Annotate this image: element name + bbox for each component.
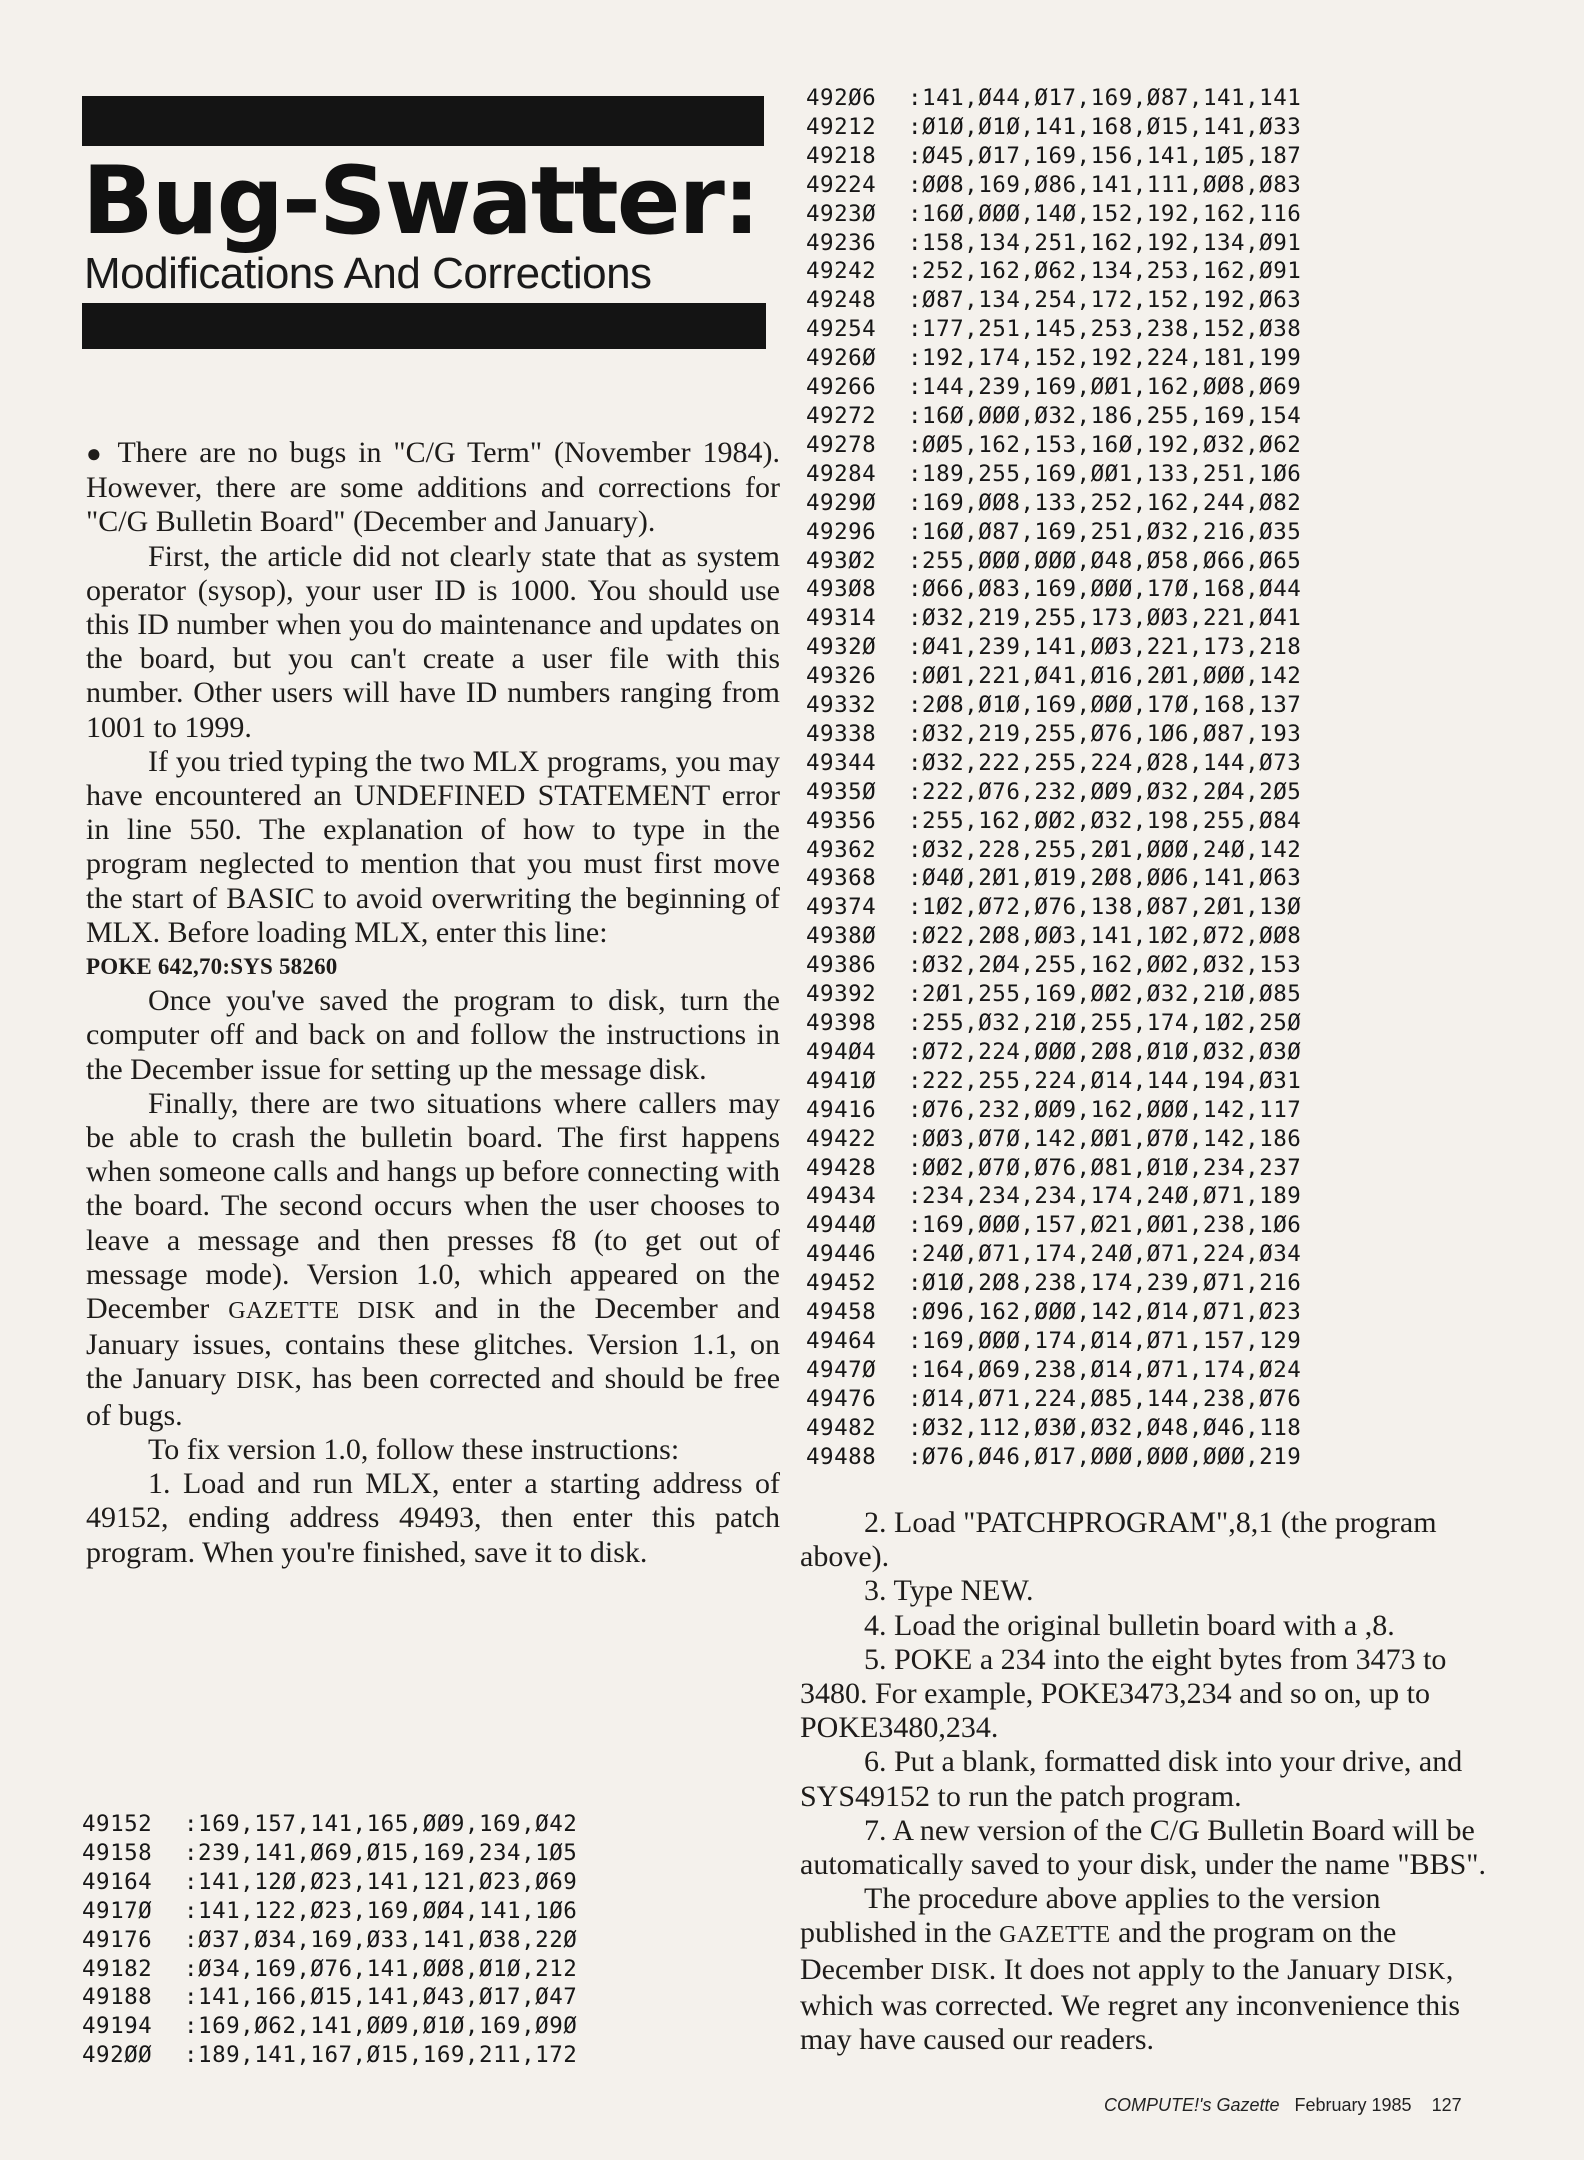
listing-bytes: :Ø32,219,255,173,ØØ3,221,Ø41 — [908, 605, 1302, 632]
listing-bytes: :Ø96,162,ØØØ,142,Ø14,Ø71,Ø23 — [908, 1299, 1302, 1326]
listing-address: 49248 — [806, 287, 877, 314]
listing-address: 49326 — [806, 663, 877, 690]
sysop-paragraph: First, the article did not clearly state that as system operator (sysop), your user ID is 1000. You should use this ID number when you do maintenance and updates on the board, but you can't create a user file with this number. Other users will have ID numbers ranging from 1001 to 1999. — [86, 539, 780, 744]
listing-bytes: :255,ØØØ,ØØØ,Ø48,Ø58,Ø66,Ø65 — [908, 547, 1302, 574]
listing-line — [806, 518, 1301, 547]
step-7: 7. A new version of the C/G Bulletin Board will be automatically saved to your disk, under the name "BBS". — [800, 1813, 1487, 1882]
listing-address: 49344 — [806, 749, 877, 776]
listing-address: 493Ø8 — [806, 576, 877, 603]
listing-bytes: :141,122,Ø23,169,ØØ4,141,1Ø6 — [184, 1897, 578, 1924]
listing-line — [806, 1038, 1301, 1067]
listing-right — [806, 84, 1301, 1472]
listing-line — [806, 1240, 1301, 1269]
listing-address: 49464 — [806, 1327, 877, 1354]
listing-address: 49368 — [806, 865, 877, 892]
fix-paragraph: To fix version 1.0, follow these instructions: — [148, 1432, 680, 1466]
mlx-paragraph: If you tried typing the two MLX programs, you may have encountered an UNDEFINED STATEMENT error in line 550. The explanation of how to type in the program neglected to mention that you must first move the start of BASIC to avoid overwriting the beginning of MLX. Before loading MLX, enter this line: — [86, 744, 780, 949]
listing-address: 494Ø4 — [806, 1038, 877, 1065]
footer-page-number: 127 — [1431, 2095, 1462, 2115]
listing-address: 4941Ø — [806, 1067, 877, 1094]
listing-address: 49452 — [806, 1270, 877, 1297]
listing-line — [806, 575, 1301, 604]
listing-bytes: :Ø37,Ø34,169,Ø33,141,Ø38,22Ø — [184, 1926, 578, 1953]
listing-line — [806, 1414, 1301, 1443]
listing-address: 49332 — [806, 692, 877, 719]
listing-address: 49488 — [806, 1443, 877, 1470]
listing-bytes: :ØØ3,Ø7Ø,142,ØØ1,Ø7Ø,142,186 — [908, 1125, 1302, 1152]
listing-address: 49362 — [806, 836, 877, 863]
listing-address: 49182 — [82, 1955, 153, 1982]
listing-address: 4923Ø — [806, 200, 877, 227]
listing-bytes: :255,162,ØØ2,Ø32,198,255,Ø84 — [908, 807, 1302, 834]
listing-bytes: :141,12Ø,Ø23,141,121,Ø23,Ø69 — [184, 1868, 578, 1895]
listing-line — [82, 1839, 577, 1868]
listing-bytes: :ØØ1,221,Ø41,Ø16,2Ø1,ØØØ,142 — [908, 663, 1302, 690]
listing-bytes: :Ø14,Ø71,224,Ø85,144,238,Ø76 — [908, 1385, 1302, 1412]
listing-bytes: :Ø32,112,Ø3Ø,Ø32,Ø48,Ø46,118 — [908, 1414, 1302, 1441]
intro-paragraph: ● There are no bugs in "C/G Term" (November 1984). However, there are some additions and corrections for "C/G Bulletin Board" (December and January). — [86, 436, 780, 539]
listing-bytes: :158,134,251,162,192,134,Ø91 — [908, 229, 1302, 256]
listing-line — [806, 604, 1301, 633]
listing-address: 49188 — [82, 1984, 153, 2011]
listing-bytes: :Ø32,228,255,2Ø1,ØØØ,24Ø,142 — [908, 836, 1302, 863]
listing-line — [806, 662, 1301, 691]
listing-line — [806, 171, 1301, 200]
listing-line — [806, 547, 1301, 576]
listing-line — [806, 344, 1301, 373]
listing-line — [82, 1868, 577, 1897]
listing-line — [806, 893, 1301, 922]
listing-line — [806, 229, 1301, 258]
listing-bytes: :164,Ø69,238,Ø14,Ø71,174,Ø24 — [908, 1356, 1302, 1383]
listing-line — [806, 691, 1301, 720]
listing-bytes: :234,234,234,174,24Ø,Ø71,189 — [908, 1183, 1302, 1210]
listing-line — [806, 1298, 1301, 1327]
listing-line — [806, 778, 1301, 807]
listing-address: 49338 — [806, 720, 877, 747]
listing-bytes: :169,157,141,165,ØØ9,169,Ø42 — [184, 1811, 578, 1837]
listing-bytes: :239,141,Ø69,Ø15,169,234,1Ø5 — [184, 1839, 578, 1866]
listing-bytes: :ØØ5,162,153,16Ø,192,Ø32,Ø62 — [908, 431, 1302, 458]
listing-line — [806, 864, 1301, 893]
listing-bytes: :144,239,169,ØØ1,162,ØØ8,Ø69 — [908, 374, 1302, 401]
poke-command: POKE 642,70:SYS 58260 — [86, 954, 338, 980]
listing-line — [82, 1983, 577, 2012]
listing-bytes: :16Ø,Ø87,169,251,Ø32,216,Ø35 — [908, 518, 1302, 545]
listing-address: 49242 — [806, 258, 877, 285]
listing-bytes: :255,Ø32,21Ø,255,174,1Ø2,25Ø — [908, 1010, 1302, 1036]
title-rule-bottom — [82, 303, 766, 349]
listing-bytes: :222,Ø76,232,ØØ9,Ø32,2Ø4,2Ø5 — [908, 778, 1302, 805]
listing-address: 4938Ø — [806, 923, 877, 950]
listing-line — [806, 1096, 1301, 1125]
listing-bytes: :222,255,224,Ø14,144,194,Ø31 — [908, 1067, 1302, 1094]
listing-address: 49458 — [806, 1299, 877, 1326]
listing-bytes: :Ø4Ø,2Ø1,Ø19,2Ø8,ØØ6,141,Ø63 — [908, 865, 1302, 892]
page-footer — [1104, 2095, 1462, 2116]
listing-bytes: :169,ØØØ,157,Ø21,ØØ1,238,1Ø6 — [908, 1212, 1302, 1239]
listing-bytes: :141,166,Ø15,141,Ø43,Ø17,Ø47 — [184, 1984, 578, 2011]
listing-line — [82, 2012, 577, 2041]
listing-line — [82, 1926, 577, 1955]
listing-line — [82, 1955, 577, 1984]
listing-bytes: :Ø76,232,ØØ9,162,ØØØ,142,117 — [908, 1096, 1302, 1123]
listing-line — [806, 1125, 1301, 1154]
listing-line — [806, 1009, 1301, 1038]
listing-bytes: :Ø45,Ø17,169,156,141,1Ø5,187 — [908, 142, 1302, 169]
listing-bytes: :Ø87,134,254,172,152,192,Ø63 — [908, 287, 1302, 314]
step-3: 3. Type NEW. — [864, 1574, 1034, 1608]
step-6: 6. Put a blank, formatted disk into your drive, and SYS49152 to run the patch program. — [800, 1745, 1463, 1813]
listing-bytes: :ØØ2,Ø7Ø,Ø76,Ø81,Ø1Ø,234,237 — [908, 1154, 1302, 1181]
title-rule-top — [82, 96, 764, 146]
listing-address: 49416 — [806, 1096, 877, 1123]
listing-bytes: :Ø76,Ø46,Ø17,ØØØ,ØØØ,ØØØ,219 — [908, 1443, 1302, 1470]
listing-bytes: :Ø1Ø,2Ø8,238,174,239,Ø71,216 — [908, 1270, 1302, 1297]
step-4: 4. Load the original bulletin board with a ,8. — [864, 1608, 1395, 1642]
listing-bytes: :Ø41,239,141,ØØ3,221,173,218 — [908, 634, 1302, 661]
listing-bytes: :169,ØØ8,133,252,162,244,Ø82 — [908, 489, 1302, 516]
listing-address: 49356 — [806, 807, 877, 834]
listing-bytes: :24Ø,Ø71,174,24Ø,Ø71,224,Ø34 — [908, 1241, 1302, 1268]
listing-bytes: :Ø32,219,255,Ø76,1Ø6,Ø87,193 — [908, 720, 1302, 747]
closing-paragraph: The procedure above applies to the version published in the GAZETTE and the program on the December DISK. It does not apply to the January DISK, which was corrected. We regret any inconvenience this may have caused our readers. — [800, 1882, 1461, 2057]
listing-line — [806, 1327, 1301, 1356]
listing-address: 4947Ø — [806, 1356, 877, 1383]
listing-bytes: :189,255,169,ØØ1,133,251,1Ø6 — [908, 460, 1302, 487]
listing-bytes: :169,Ø62,141,ØØ9,Ø1Ø,169,Ø9Ø — [184, 2013, 578, 2040]
listing-bytes: :Ø1Ø,Ø1Ø,141,168,Ø15,141,Ø33 — [908, 113, 1302, 140]
listing-line — [806, 286, 1301, 315]
listing-line — [806, 1385, 1301, 1414]
listing-line — [806, 373, 1301, 402]
listing-line — [806, 402, 1301, 431]
listing-address: 49224 — [806, 171, 877, 198]
listing-address: 492Ø6 — [806, 85, 877, 111]
listing-line — [806, 749, 1301, 778]
listing-left — [82, 1810, 577, 2070]
listing-address: 4935Ø — [806, 778, 877, 805]
listing-address: 4944Ø — [806, 1212, 877, 1239]
right-column-text — [800, 1506, 1490, 2057]
listing-address: 49164 — [82, 1868, 153, 1895]
listing-bytes: :16Ø,ØØØ,14Ø,152,192,162,116 — [908, 200, 1302, 227]
listing-bytes: :Ø66,Ø83,169,ØØØ,17Ø,168,Ø44 — [908, 576, 1302, 603]
listing-address: 49266 — [806, 374, 877, 401]
listing-line — [806, 836, 1301, 865]
article-title: Bug-Swatter: — [82, 147, 759, 256]
listing-line — [806, 1154, 1301, 1183]
listing-bytes: :1Ø2,Ø72,Ø76,138,Ø87,2Ø1,13Ø — [908, 894, 1302, 921]
listing-bytes: :Ø32,2Ø4,255,162,ØØ2,Ø32,153 — [908, 952, 1302, 979]
listing-line — [806, 460, 1301, 489]
listing-bytes: :192,174,152,192,224,181,199 — [908, 345, 1302, 372]
listing-address: 49254 — [806, 316, 877, 343]
listing-address: 4917Ø — [82, 1897, 153, 1924]
crash-paragraph: Finally, there are two situations where callers may be able to crash the bulletin board. The first happens when someone calls and hangs up before connecting with the board. The second occurs when the user chooses to leave a message and then presses f8 (to get out of message mode). Version 1.0, which appeared on the December GAZETTE DISK and in the December and January issues, contains these glitches. Version 1.1, on the January DISK, has been corrected and should be free of bugs. — [86, 1086, 781, 1432]
listing-line — [806, 1182, 1301, 1211]
listing-address: 49314 — [806, 605, 877, 632]
listing-address: 49194 — [82, 2013, 153, 2040]
listing-bytes: :2Ø8,Ø1Ø,169,ØØØ,17Ø,168,137 — [908, 692, 1302, 719]
listing-bytes: :ØØ8,169,Ø86,141,111,ØØ8,Ø83 — [908, 171, 1302, 198]
listing-bytes: :Ø32,222,255,224,Ø28,144,Ø73 — [908, 749, 1302, 776]
listing-address: 4932Ø — [806, 634, 877, 661]
article-subtitle: Modifications And Corrections — [84, 249, 652, 298]
listing-line — [806, 113, 1301, 142]
left-column-text — [86, 436, 780, 1570]
listing-line — [806, 1443, 1301, 1472]
saved-paragraph: Once you've saved the program to disk, turn the computer off and back on and follow the instructions in the December issue for setting up the message disk. — [86, 984, 780, 1086]
listing-line — [806, 142, 1301, 171]
listing-line — [806, 200, 1301, 229]
listing-address: 49272 — [806, 402, 877, 429]
listing-address: 49158 — [82, 1839, 153, 1866]
listing-bytes: :169,ØØØ,174,Ø14,Ø71,157,129 — [908, 1327, 1302, 1354]
listing-bytes: :177,251,145,253,238,152,Ø38 — [908, 316, 1302, 343]
listing-bytes: :Ø22,2Ø8,ØØ3,141,1Ø2,Ø72,ØØ8 — [908, 923, 1302, 950]
listing-bytes: :252,162,Ø62,134,253,162,Ø91 — [908, 258, 1302, 285]
listing-address: 49278 — [806, 431, 877, 458]
listing-bytes: :16Ø,ØØØ,Ø32,186,255,169,154 — [908, 402, 1302, 429]
listing-line — [806, 257, 1301, 286]
listing-line — [806, 922, 1301, 951]
listing-address: 49152 — [82, 1811, 153, 1837]
listing-line — [806, 1356, 1301, 1385]
listing-line — [806, 980, 1301, 1009]
listing-address: 49482 — [806, 1414, 877, 1441]
step-2: 2. Load "PATCHPROGRAM",8,1 (the program above). — [800, 1506, 1437, 1574]
listing-line — [806, 951, 1301, 980]
listing-line — [806, 431, 1301, 460]
listing-line — [806, 1067, 1301, 1096]
footer-publication: COMPUTE!'s Gazette — [1104, 2095, 1280, 2115]
listing-line — [82, 2041, 577, 2070]
listing-address: 49422 — [806, 1125, 877, 1152]
listing-address: 49284 — [806, 460, 877, 487]
listing-address: 49476 — [806, 1385, 877, 1412]
listing-address: 49296 — [806, 518, 877, 545]
listing-line — [806, 807, 1301, 836]
listing-line — [82, 1897, 577, 1926]
listing-address: 493Ø2 — [806, 547, 877, 574]
listing-address: 49392 — [806, 981, 877, 1008]
listing-line — [806, 84, 1301, 113]
listing-line — [806, 489, 1301, 518]
listing-address: 49434 — [806, 1183, 877, 1210]
listing-address: 49446 — [806, 1241, 877, 1268]
listing-line — [82, 1810, 577, 1839]
listing-line — [806, 315, 1301, 344]
listing-address: 492ØØ — [82, 2042, 153, 2069]
listing-bytes: :141,Ø44,Ø17,169,Ø87,141,141 — [908, 85, 1302, 111]
listing-address: 49374 — [806, 894, 877, 921]
listing-address: 49218 — [806, 142, 877, 169]
listing-line — [806, 633, 1301, 662]
footer-issue: February 1985 — [1294, 2095, 1412, 2115]
listing-address: 4926Ø — [806, 345, 877, 372]
listing-bytes: :Ø72,224,ØØØ,2Ø8,Ø1Ø,Ø32,Ø3Ø — [908, 1038, 1302, 1065]
listing-line — [806, 1269, 1301, 1298]
listing-bytes: :2Ø1,255,169,ØØ2,Ø32,21Ø,Ø85 — [908, 981, 1302, 1008]
listing-bytes: :189,141,167,Ø15,169,211,172 — [184, 2042, 578, 2069]
listing-address: 49428 — [806, 1154, 877, 1181]
listing-bytes: :Ø34,169,Ø76,141,ØØ8,Ø1Ø,212 — [184, 1955, 578, 1982]
listing-address: 4929Ø — [806, 489, 877, 516]
listing-address: 49398 — [806, 1010, 877, 1036]
bullet-icon: ● — [86, 439, 107, 468]
listing-address: 49236 — [806, 229, 877, 256]
listing-address: 49212 — [806, 113, 877, 140]
listing-line — [806, 1211, 1301, 1240]
step-5: 5. POKE a 234 into the eight bytes from 3473 to 3480. For example, POKE3473,234 and so on, up to POKE3480,234. — [800, 1642, 1447, 1745]
listing-address: 49176 — [82, 1926, 153, 1953]
listing-line — [806, 720, 1301, 749]
listing-address: 49386 — [806, 952, 877, 979]
step-1: 1. Load and run MLX, enter a starting address of 49152, ending address 49493, then enter this patch program. When you're finished, save it to disk. — [86, 1467, 780, 1569]
